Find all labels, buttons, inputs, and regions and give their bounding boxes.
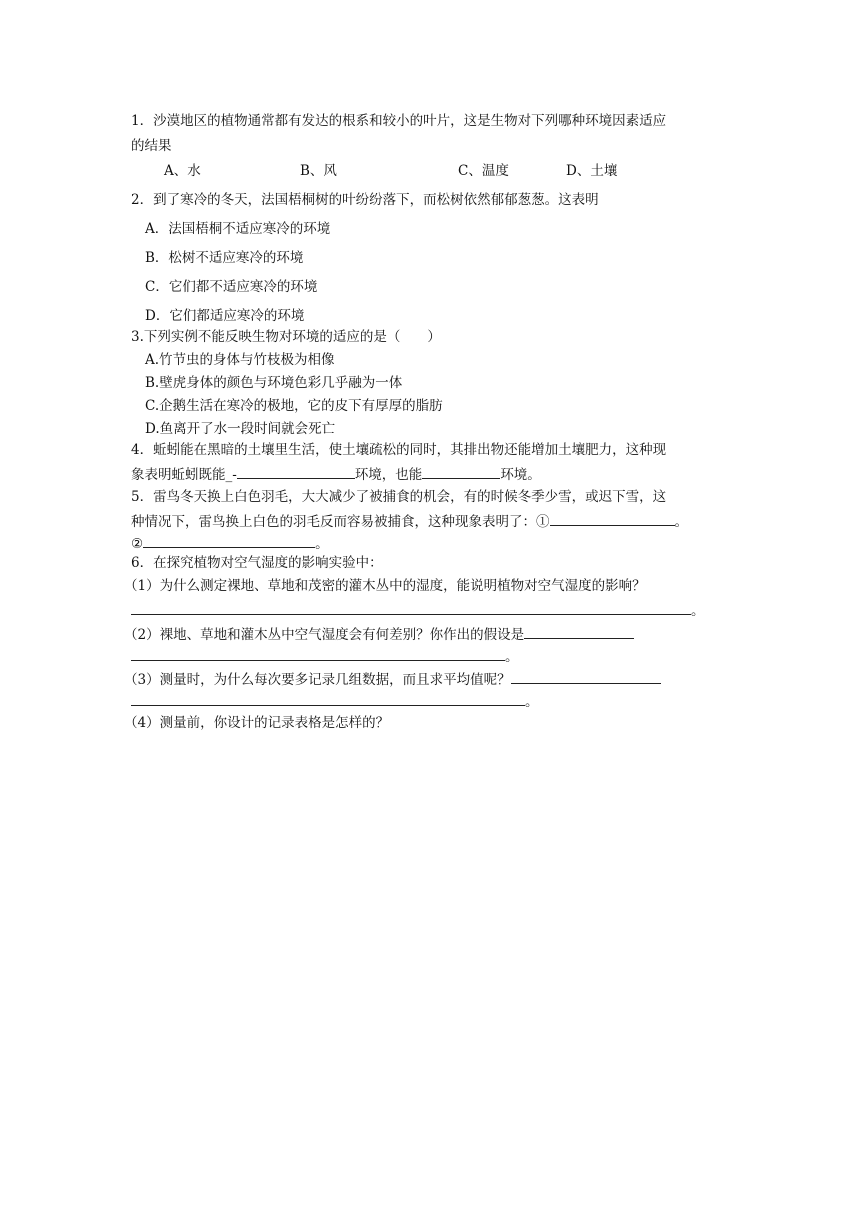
q1-option-a: A、水: [164, 163, 201, 179]
q5-blank-2[interactable]: [143, 532, 315, 548]
q6-blank-1[interactable]: [131, 599, 691, 615]
q4-blank-1[interactable]: [237, 463, 355, 479]
q5-blank-1[interactable]: [550, 510, 675, 526]
q3-option-a: A.竹节虫的身体与竹枝极为相像: [145, 352, 335, 368]
q1-option-c: C、温度: [458, 163, 509, 179]
q6-part2-answer: [131, 645, 519, 667]
q6-part3-end: 。: [525, 694, 539, 710]
q6-stem: 6．在探究植物对空气湿度的影响实验中：: [131, 555, 383, 571]
q4-stem-line2: [131, 463, 541, 485]
q6-part2: [124, 623, 634, 645]
q2-option-b: B．松树不适应寒冷的环境: [145, 250, 304, 266]
q5-stem-line2: [131, 510, 688, 532]
q5-text-d: 。: [315, 536, 329, 552]
q3-option-c: C.企鹅生活在寒冷的极地，它的皮下有厚厚的脂肪: [145, 398, 443, 414]
q2-option-d: D．它们都适应寒冷的环境: [145, 308, 305, 324]
q6-part3-answer: [131, 690, 539, 712]
q5-text-a: 种情况下，雷鸟换上白色的羽毛反而容易被捕食，这种现象表明了：①: [131, 514, 550, 530]
q5-text-c: ②: [131, 536, 144, 552]
q1-option-d: D、土壤: [566, 163, 618, 179]
q5-text-b: 。: [674, 514, 688, 530]
q3-option-d: D.鱼离开了水一段时间就会死亡: [145, 421, 336, 437]
q4-text-a: 象表明蚯蚓既能_-: [131, 467, 237, 483]
q4-stem-line1: 4．蚯蚓能在黑暗的土壤里生活，使土壤疏松的同时，其排出物还能增加土壤肥力，这种现: [131, 442, 667, 458]
q6-blank-3b[interactable]: [131, 690, 525, 706]
q1-option-b: B、风: [300, 163, 337, 179]
q4-text-b: 环境，也能: [354, 467, 423, 483]
q3-option-b: B.壁虎身体的颜色与环境色彩几乎融为一体: [145, 375, 403, 391]
q6-part1-end: 。: [691, 603, 705, 619]
q6-blank-2a[interactable]: [524, 623, 634, 639]
q6-part3-text: （3）测量时，为什么每次要多记录几组数据，而且求平均值呢？: [124, 672, 511, 688]
q3-stem: 3.下列实例不能反映生物对环境的适应的是（ ）: [131, 329, 441, 345]
q6-blank-2b[interactable]: [131, 645, 505, 661]
q1-stem-line1: 1．沙漠地区的植物通常都有发达的根系和较小的叶片，这是生物对下列哪种环境因素适应: [131, 113, 667, 129]
q6-part2-text: （2）裸地、草地和灌木丛中空气湿度会有何差别？你作出的假设是: [124, 627, 525, 643]
q2-stem: 2．到了寒冷的冬天，法国梧桐树的叶纷纷落下，而松树依然郁郁葱葱。这表明: [131, 192, 599, 208]
q6-part2-end: 。: [505, 649, 519, 665]
q5-stem-line3: [131, 532, 329, 554]
q1-stem-line2: 的结果: [131, 138, 172, 154]
q4-blank-2[interactable]: [422, 463, 500, 479]
q6-part1-answer: [131, 599, 705, 621]
q2-option-a: A．法国梧桐不适应寒冷的环境: [145, 221, 331, 237]
q4-text-c: 环境。: [500, 467, 541, 483]
q6-part4: （4）测量前，你设计的记录表格是怎样的？: [124, 715, 390, 731]
q5-stem-line1: 5．雷鸟冬天换上白色羽毛，大大减少了被捕食的机会，有的时候冬季少雪，或迟下雪，这: [131, 489, 667, 505]
q6-part1: （1）为什么测定裸地、草地和茂密的灌木丛中的湿度，能说明植物对空气湿度的影响？: [124, 578, 646, 594]
q2-option-c: C．它们都不适应寒冷的环境: [145, 279, 318, 295]
q6-part3: [124, 668, 661, 690]
q6-blank-3a[interactable]: [511, 668, 661, 684]
